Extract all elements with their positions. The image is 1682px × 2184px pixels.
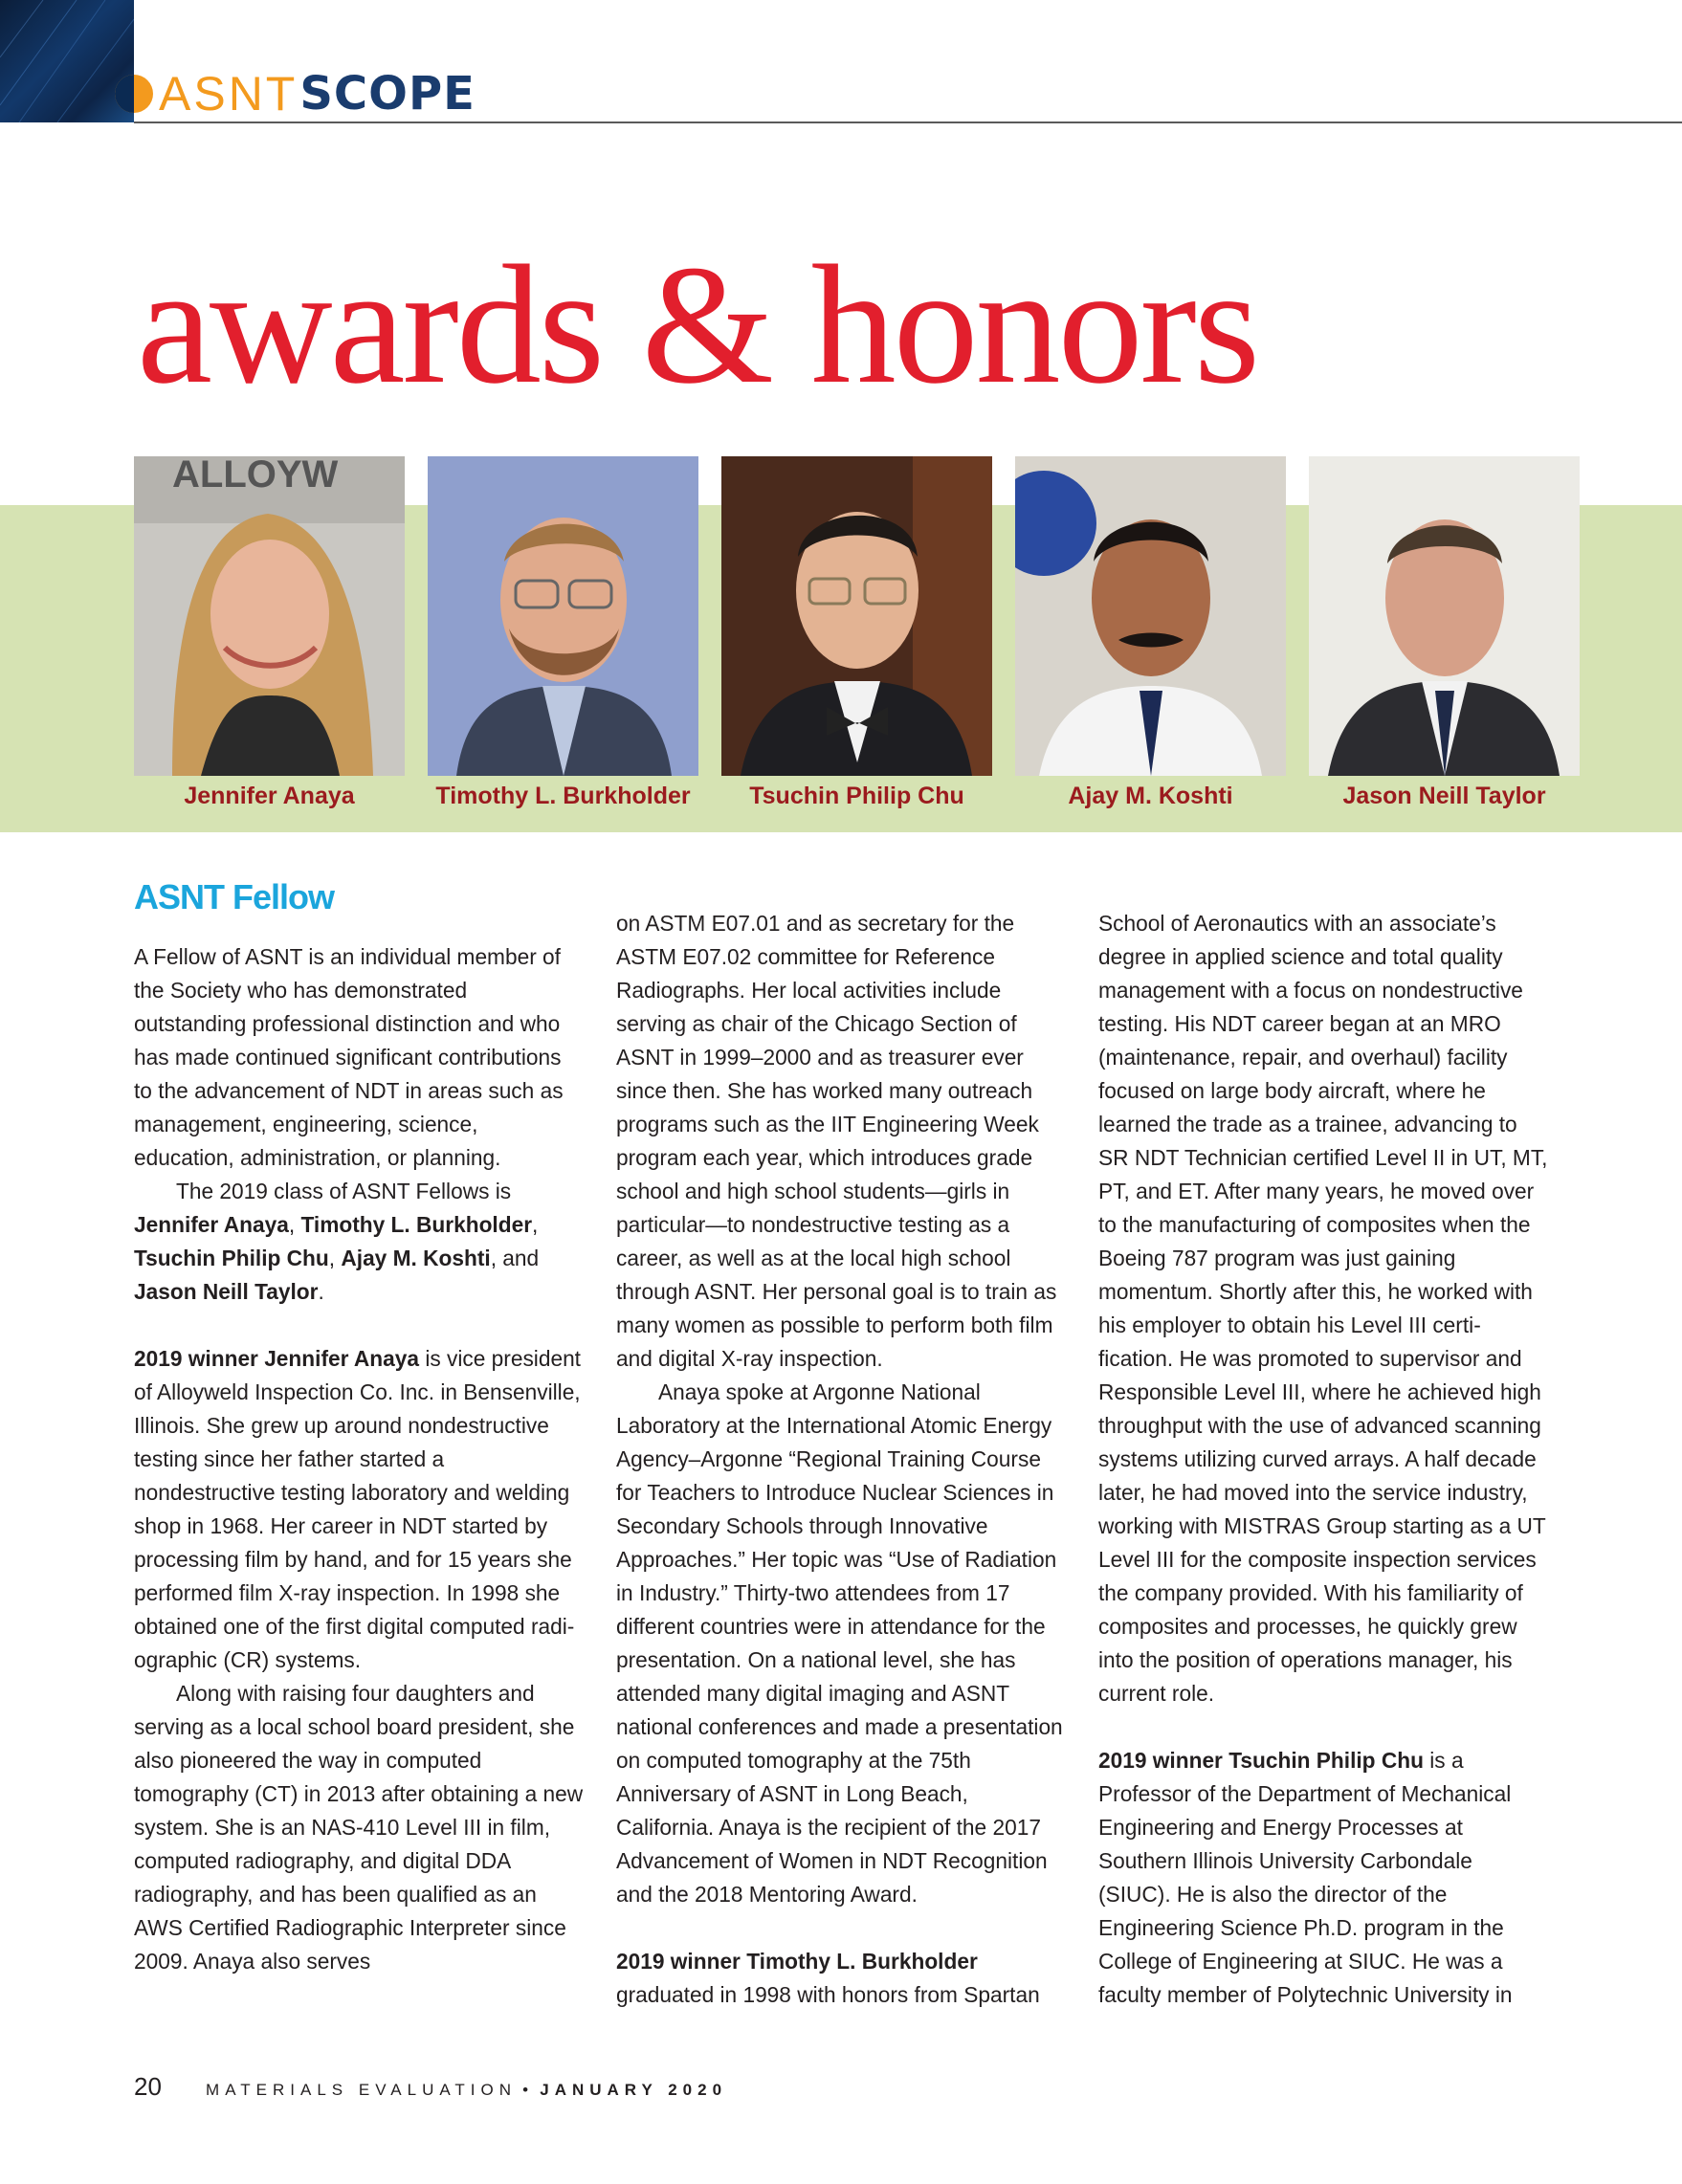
fellow-name: Tsuchin Philip Chu <box>134 1246 329 1270</box>
logo-suffix: SCOPE <box>299 67 476 121</box>
asnt-scope-logo <box>115 69 476 119</box>
logo-mark-icon <box>115 75 153 113</box>
footer-bullet: • <box>522 2081 535 2099</box>
portrait-jennifer-anaya <box>134 456 405 776</box>
column-2 <box>616 907 1064 2012</box>
burkholder-bio-1: 2019 winner Timothy L. Burkholder graduated in 1998 with honors from Spartan <box>616 1949 1040 2007</box>
portrait-ajay-koshti <box>1015 456 1286 776</box>
page-title: awards & honors <box>137 230 1258 419</box>
caption-jennifer-anaya: Jennifer Anaya <box>184 783 355 809</box>
chu-bio-1: 2019 winner Tsuchin Philip Chu is a Professor of the Department of Mechanical Engineering and Energy Processes at Southern Illinois University Carbondale (SIUC). He is also the director of the Engineering Science Ph.D. program in the College of Engineering at SIUC. He was a faculty member of Polytechnic University in <box>1098 1748 1513 2007</box>
anaya-bio-3: on ASTM E07.01 and as secretary for the ASTM E07.02 committee for Reference Radiographs. Her local activities include serving as chair of the Chicago Section of ASNT in 1999–2000 and as treasurer ever since then. She has worked many outreach programs such as the IIT Engineering Week program each year, which introduces grade school and high school students—girls in particular—to nondestructive testing as a career, as well as at the local high school through ASNT. Her personal goal is to train as many women as possible to perform both film and digital X-ray inspection. <box>616 911 1057 1371</box>
issue-date: JANUARY 2020 <box>540 2081 728 2099</box>
fellow-name: Jennifer Anaya <box>134 1212 289 1237</box>
caption-ajay-koshti: Ajay M. Koshti <box>1068 783 1233 809</box>
caption-tsuchin-chu: Tsuchin Philip Chu <box>749 783 964 809</box>
burkholder-lead: 2019 winner Timothy L. Burkholder <box>616 1949 978 1974</box>
fellow-name: Ajay M. Koshti <box>341 1246 491 1270</box>
fellow-intro: A Fellow of ASNT is an individual member of the Society who has demonstrated outstanding professional distinction and who has made continued significant contributions to the advancement of NDT in areas such as management, engineering, science, education, administration, or planning. <box>134 944 564 1170</box>
anaya-bio-2: Along with raising four daughters and serving as a local school board president, she also pioneered the way in computed tomography (CT) in 2013 after obtaining a new system. She is an NAS-410 Level III in film, computed radiography, and digital DDA radiography, and has been qualified as an AWS Certified Radiographic Interpreter since 2009. Anaya also serves <box>134 1681 584 1974</box>
caption-timothy-burkholder: Timothy L. Burkholder <box>435 783 691 809</box>
anaya-bio-4: Anaya spoke at Argonne National Laboratory at the International Atomic Energy Agency–Argonne “Regional Training Course for Teachers to Introduce Nuclear Sciences in Secondary Schools through Innovative Approaches.” Her topic was “Use of Radiation in Industry.” Thirty-two attendees from 17 different countries were in attendance for the presentation. On a national level, she has attended many digital imaging and ASNT national conferences and made a presentation on computed tomography at the 75th Anniversary of ASNT in Long Beach, California. Anaya is the recipient of the 2017 Advancement of Women in NDT Recognition and the 2018 Mentoring Award. <box>616 1379 1063 1907</box>
page-footer <box>134 2072 727 2102</box>
page-number: 20 <box>134 2072 162 2101</box>
portrait-timothy-burkholder <box>428 456 698 776</box>
fellow-name: Jason Neill Taylor <box>134 1279 319 1304</box>
header-corner-graphic <box>0 0 134 122</box>
section-heading: ASNT Fellow <box>134 877 335 916</box>
portrait-tsuchin-chu <box>721 456 992 776</box>
anaya-bio-1: 2019 winner Jennifer Anaya is vice president of Alloyweld Inspection Co. Inc. in Bensenville, Illinois. She grew up around nondestructive testing since her father started a nondestructive testing laboratory and welding shop in 1968. Her career in NDT started by processing film by hand, and for 15 years she performed film X-ray inspection. In 1998 she obtained one of the first digital computed radiographic (CR) systems. <box>134 1346 581 1672</box>
burkholder-bio-2: School of Aeronautics with an associate’s degree in applied science and total quality management with a focus on nondestructive testing. His NDT career began at an MRO (maintenance, repair, and overhaul) facility focused on large body aircraft, where he learned the trade as a trainee, advancing to SR NDT Technician certified Level II in UT, MT, PT, and ET. After many years, he moved over to the manufacturing of composites when the Boeing 787 program was just gaining momentum. Shortly after this, he worked with his employer to obtain his Level III certification. He was promoted to supervisor and Responsible Level III, where he achieved high throughput with the use of advanced scanning systems utilizing curved arrays. A half decade later, he had moved into the service industry, working with MISTRAS Group starting as a UT Level III for the composite inspection services the company provided. With his familiarity of composites and processes, he quickly grew into the position of operations manager, his current role. <box>1098 911 1548 1706</box>
svg-text:ALLOYW: ALLOYW <box>172 456 339 496</box>
portrait-jason-taylor <box>1309 456 1580 776</box>
anaya-lead: 2019 winner Jennifer Anaya <box>134 1346 420 1371</box>
publication-name: MATERIALS EVALUATION <box>206 2081 518 2099</box>
caption-jason-taylor: Jason Neill Taylor <box>1342 783 1546 809</box>
chu-lead: 2019 winner Tsuchin Philip Chu <box>1098 1748 1424 1773</box>
logo-prefix: ASNT <box>159 67 299 121</box>
column-3 <box>1098 907 1548 2012</box>
header-rule <box>134 121 1682 123</box>
fellow-class: The 2019 class of ASNT Fellows is Jennifer Anaya, Timothy L. Burkholder, Tsuchin Philip Chu, Ajay M. Koshti, and Jason Neill Taylor. <box>134 1179 540 1304</box>
column-1 <box>134 940 584 1978</box>
fellow-name: Timothy L. Burkholder <box>300 1212 533 1237</box>
